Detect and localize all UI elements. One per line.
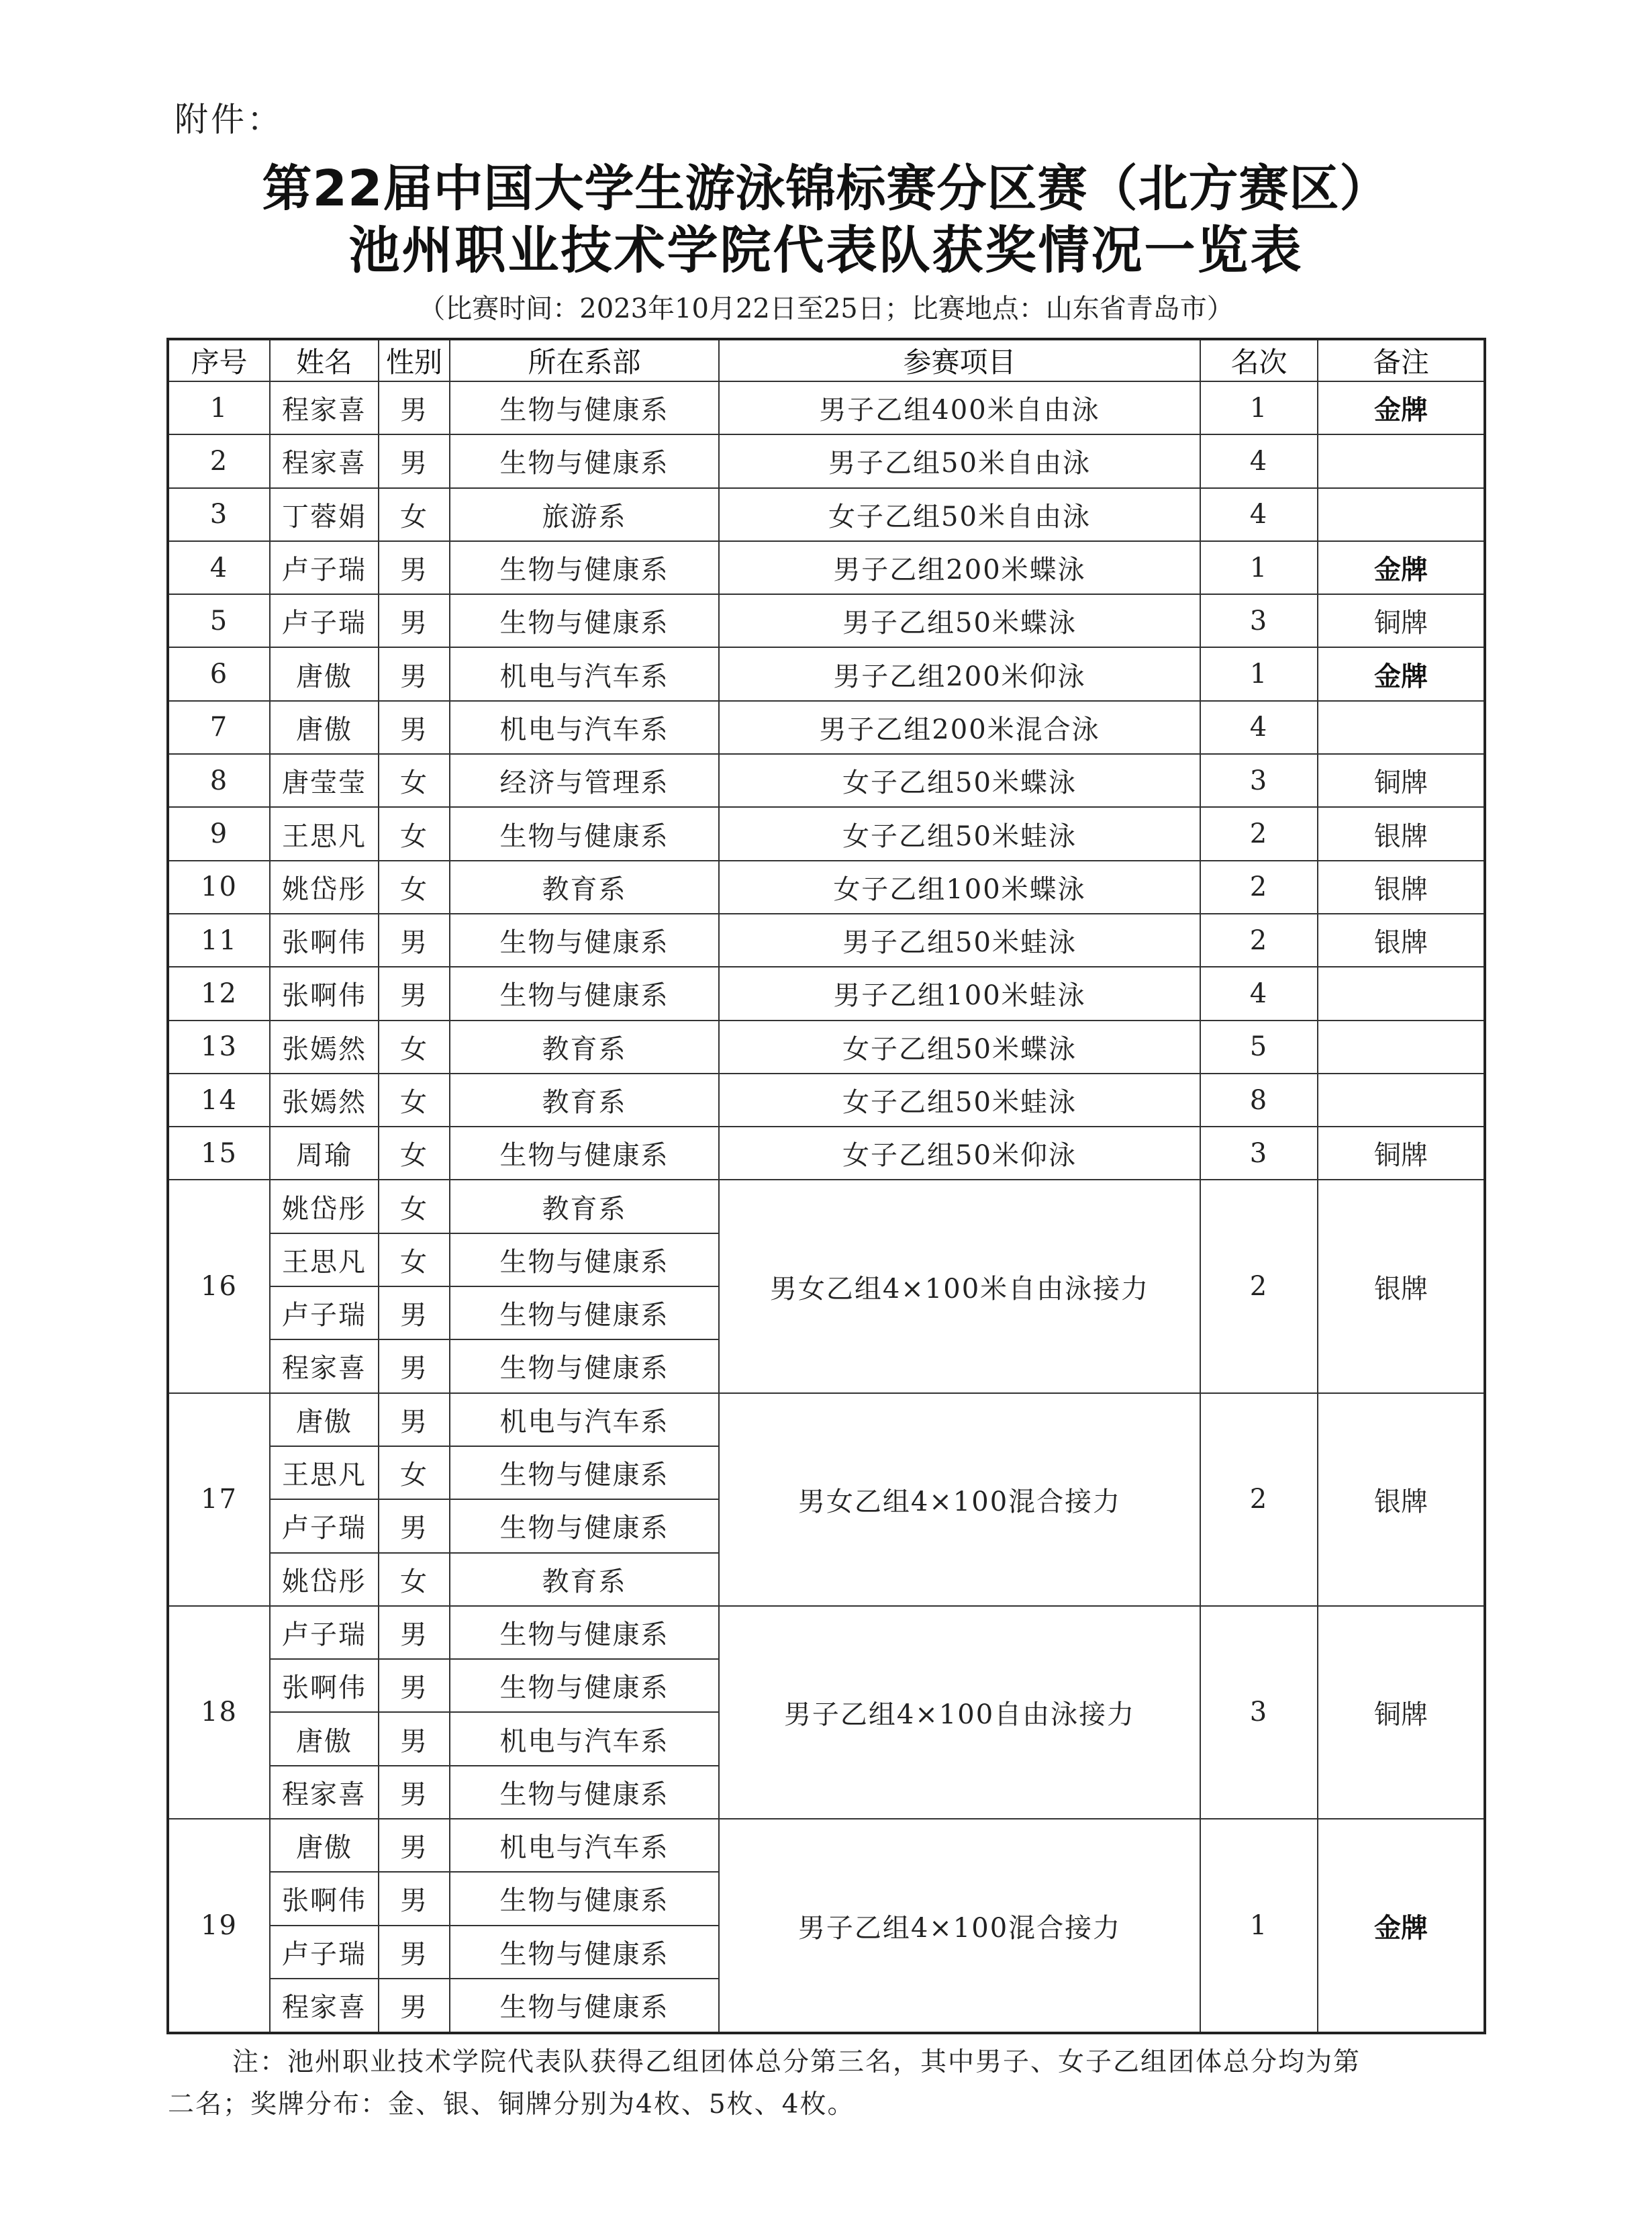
dept-cell: 教育系 bbox=[450, 861, 719, 914]
table-row bbox=[168, 647, 1485, 700]
seq-cell: 7 bbox=[168, 701, 270, 754]
dept-cell: 机电与汽车系 bbox=[450, 701, 719, 754]
gender-cell: 男 bbox=[379, 967, 450, 1020]
event-cell: 女子乙组50米自由泳 bbox=[719, 488, 1200, 541]
awards-table bbox=[166, 338, 1486, 2034]
note-cell bbox=[1318, 1021, 1485, 1074]
event-cell: 男子乙组50米蛙泳 bbox=[719, 914, 1200, 967]
table-row bbox=[168, 1819, 1485, 1872]
dept-cell: 生物与健康系 bbox=[450, 1446, 719, 1499]
table-row bbox=[168, 861, 1485, 914]
note-cell bbox=[1318, 701, 1485, 754]
awards-table-body bbox=[168, 381, 1485, 2033]
gender-cell: 男 bbox=[379, 1926, 450, 1979]
event-cell: 女子乙组50米蝶泳 bbox=[719, 754, 1200, 807]
rank-cell: 1 bbox=[1200, 647, 1318, 700]
dept-cell: 教育系 bbox=[450, 1553, 719, 1606]
note-cell: 金牌 bbox=[1318, 1819, 1485, 2033]
footnote bbox=[168, 2041, 1484, 2126]
footnote-line-2: 二名；奖牌分布：金、银、铜牌分别为4枚、5枚、4枚。 bbox=[168, 2089, 855, 2120]
document-title: 第22届中国大学生游泳锦标赛分区赛（北方赛区） bbox=[262, 160, 1390, 218]
table-row bbox=[168, 1393, 1485, 1446]
dept-cell: 生物与健康系 bbox=[450, 1766, 719, 1819]
dept-cell: 机电与汽车系 bbox=[450, 1712, 719, 1765]
name-cell: 张嫣然 bbox=[270, 1021, 379, 1074]
note-cell bbox=[1318, 1074, 1485, 1127]
gender-cell: 男 bbox=[379, 1339, 450, 1392]
rank-cell: 1 bbox=[1200, 541, 1318, 594]
rank-cell: 4 bbox=[1200, 434, 1318, 487]
gender-cell: 女 bbox=[379, 861, 450, 914]
rank-cell: 2 bbox=[1200, 1393, 1318, 1606]
gender-cell: 男 bbox=[379, 914, 450, 967]
table-row bbox=[168, 381, 1485, 434]
event-cell: 女子乙组50米蛙泳 bbox=[719, 807, 1200, 860]
gender-cell: 男 bbox=[379, 647, 450, 700]
name-cell: 姚岱彤 bbox=[270, 1553, 379, 1606]
footnote-line-1: 注：池州职业技术学院代表队获得乙组团体总分第三名，其中男子、女子乙组团体总分均为第 bbox=[232, 2047, 1361, 2077]
note-cell: 银牌 bbox=[1318, 1393, 1485, 1606]
rank-cell: 1 bbox=[1200, 1819, 1318, 2033]
name-cell: 张啊伟 bbox=[270, 967, 379, 1020]
name-cell: 唐莹莹 bbox=[270, 754, 379, 807]
seq-cell: 17 bbox=[168, 1393, 270, 1606]
event-cell: 男子乙组100米蛙泳 bbox=[719, 967, 1200, 1020]
seq-cell: 18 bbox=[168, 1606, 270, 1819]
dept-cell: 生物与健康系 bbox=[450, 381, 719, 434]
header-rank: 名次 bbox=[1200, 339, 1318, 381]
gender-cell: 男 bbox=[379, 1286, 450, 1339]
seq-cell: 1 bbox=[168, 381, 270, 434]
gender-cell: 男 bbox=[379, 701, 450, 754]
table-row bbox=[168, 1021, 1485, 1074]
rank-cell: 3 bbox=[1200, 1127, 1318, 1180]
dept-cell: 生物与健康系 bbox=[450, 807, 719, 860]
gender-cell: 男 bbox=[379, 1766, 450, 1819]
name-cell: 姚岱彤 bbox=[270, 1180, 379, 1233]
event-cell: 男子乙组400米自由泳 bbox=[719, 381, 1200, 434]
note-cell: 银牌 bbox=[1318, 914, 1485, 967]
table-row bbox=[168, 594, 1485, 647]
gender-cell: 女 bbox=[379, 488, 450, 541]
note-cell: 铜牌 bbox=[1318, 1127, 1485, 1180]
name-cell: 唐傲 bbox=[270, 1393, 379, 1446]
name-cell: 卢子瑞 bbox=[270, 1606, 379, 1659]
name-cell: 丁蓉娟 bbox=[270, 488, 379, 541]
note-cell: 银牌 bbox=[1318, 1180, 1485, 1392]
rank-cell: 3 bbox=[1200, 1606, 1318, 1819]
event-cell: 女子乙组50米蛙泳 bbox=[719, 1074, 1200, 1127]
seq-cell: 12 bbox=[168, 967, 270, 1020]
note-cell: 金牌 bbox=[1318, 647, 1485, 700]
name-cell: 卢子瑞 bbox=[270, 1286, 379, 1339]
header-dept: 所在系部 bbox=[450, 339, 719, 381]
seq-cell: 13 bbox=[168, 1021, 270, 1074]
table-row bbox=[168, 1606, 1485, 1659]
gender-cell: 女 bbox=[379, 1127, 450, 1180]
gender-cell: 女 bbox=[379, 1553, 450, 1606]
gender-cell: 女 bbox=[379, 1446, 450, 1499]
note-cell: 铜牌 bbox=[1318, 754, 1485, 807]
rank-cell: 1 bbox=[1200, 381, 1318, 434]
note-cell: 铜牌 bbox=[1318, 594, 1485, 647]
dept-cell: 生物与健康系 bbox=[450, 1286, 719, 1339]
rank-cell: 4 bbox=[1200, 967, 1318, 1020]
name-cell: 张啊伟 bbox=[270, 914, 379, 967]
dept-cell: 教育系 bbox=[450, 1074, 719, 1127]
name-cell: 程家喜 bbox=[270, 434, 379, 487]
seq-cell: 15 bbox=[168, 1127, 270, 1180]
dept-cell: 生物与健康系 bbox=[450, 1606, 719, 1659]
dept-cell: 生物与健康系 bbox=[450, 1127, 719, 1180]
dept-cell: 生物与健康系 bbox=[450, 1659, 719, 1712]
name-cell: 卢子瑞 bbox=[270, 594, 379, 647]
header-event: 参赛项目 bbox=[719, 339, 1200, 381]
rank-cell: 4 bbox=[1200, 488, 1318, 541]
table-row bbox=[168, 807, 1485, 860]
name-cell: 张啊伟 bbox=[270, 1659, 379, 1712]
name-cell: 张嫣然 bbox=[270, 1074, 379, 1127]
rank-cell: 4 bbox=[1200, 701, 1318, 754]
header-seq: 序号 bbox=[168, 339, 270, 381]
event-cell: 男子乙组4×100自由泳接力 bbox=[719, 1606, 1200, 1819]
dept-cell: 机电与汽车系 bbox=[450, 647, 719, 700]
name-cell: 程家喜 bbox=[270, 1979, 379, 2033]
name-cell: 程家喜 bbox=[270, 381, 379, 434]
gender-cell: 男 bbox=[379, 541, 450, 594]
table-row bbox=[168, 914, 1485, 967]
name-cell: 张啊伟 bbox=[270, 1872, 379, 1925]
dept-cell: 生物与健康系 bbox=[450, 1499, 719, 1552]
name-cell: 卢子瑞 bbox=[270, 1926, 379, 1979]
dept-cell: 机电与汽车系 bbox=[450, 1819, 719, 1872]
name-cell: 唐傲 bbox=[270, 1712, 379, 1765]
event-cell: 男女乙组4×100混合接力 bbox=[719, 1393, 1200, 1606]
seq-cell: 4 bbox=[168, 541, 270, 594]
name-cell: 王思凡 bbox=[270, 807, 379, 860]
table-row bbox=[168, 488, 1485, 541]
seq-cell: 19 bbox=[168, 1819, 270, 2033]
seq-cell: 11 bbox=[168, 914, 270, 967]
dept-cell: 生物与健康系 bbox=[450, 914, 719, 967]
seq-cell: 5 bbox=[168, 594, 270, 647]
name-cell: 程家喜 bbox=[270, 1766, 379, 1819]
note-cell: 铜牌 bbox=[1318, 1606, 1485, 1819]
dept-cell: 生物与健康系 bbox=[450, 1979, 719, 2033]
note-cell: 金牌 bbox=[1318, 381, 1485, 434]
gender-cell: 男 bbox=[379, 1606, 450, 1659]
gender-cell: 女 bbox=[379, 754, 450, 807]
name-cell: 唐傲 bbox=[270, 1819, 379, 1872]
seq-cell: 9 bbox=[168, 807, 270, 860]
gender-cell: 男 bbox=[379, 1659, 450, 1712]
name-cell: 卢子瑞 bbox=[270, 1499, 379, 1552]
dept-cell: 旅游系 bbox=[450, 488, 719, 541]
gender-cell: 男 bbox=[379, 1712, 450, 1765]
name-cell: 王思凡 bbox=[270, 1446, 379, 1499]
rank-cell: 8 bbox=[1200, 1074, 1318, 1127]
attachment-label: 附件： bbox=[175, 100, 283, 139]
table-row bbox=[168, 1127, 1485, 1180]
event-cell: 男子乙组50米自由泳 bbox=[719, 434, 1200, 487]
dept-cell: 生物与健康系 bbox=[450, 1339, 719, 1392]
table-row bbox=[168, 541, 1485, 594]
dept-cell: 生物与健康系 bbox=[450, 1233, 719, 1286]
name-cell: 王思凡 bbox=[270, 1233, 379, 1286]
competition-info: （比赛时间：2023年10月22日至25日；比赛地点：山东省青岛市） bbox=[418, 293, 1234, 324]
dept-cell: 经济与管理系 bbox=[450, 754, 719, 807]
name-cell: 周瑜 bbox=[270, 1127, 379, 1180]
gender-cell: 男 bbox=[379, 381, 450, 434]
seq-cell: 8 bbox=[168, 754, 270, 807]
event-cell: 男女乙组4×100米自由泳接力 bbox=[719, 1180, 1200, 1392]
gender-cell: 女 bbox=[379, 1074, 450, 1127]
note-cell: 银牌 bbox=[1318, 807, 1485, 860]
note-cell: 金牌 bbox=[1318, 541, 1485, 594]
dept-cell: 生物与健康系 bbox=[450, 1926, 719, 1979]
gender-cell: 男 bbox=[379, 434, 450, 487]
dept-cell: 生物与健康系 bbox=[450, 594, 719, 647]
seq-cell: 14 bbox=[168, 1074, 270, 1127]
table-row bbox=[168, 434, 1485, 487]
gender-cell: 男 bbox=[379, 1499, 450, 1552]
dept-cell: 生物与健康系 bbox=[450, 434, 719, 487]
seq-cell: 10 bbox=[168, 861, 270, 914]
gender-cell: 男 bbox=[379, 1393, 450, 1446]
gender-cell: 女 bbox=[379, 1180, 450, 1233]
gender-cell: 女 bbox=[379, 1021, 450, 1074]
header-name: 姓名 bbox=[270, 339, 379, 381]
rank-cell: 2 bbox=[1200, 1180, 1318, 1392]
gender-cell: 男 bbox=[379, 1979, 450, 2033]
dept-cell: 教育系 bbox=[450, 1021, 719, 1074]
note-cell bbox=[1318, 434, 1485, 487]
dept-cell: 机电与汽车系 bbox=[450, 1393, 719, 1446]
rank-cell: 2 bbox=[1200, 914, 1318, 967]
dept-cell: 生物与健康系 bbox=[450, 1872, 719, 1925]
rank-cell: 2 bbox=[1200, 861, 1318, 914]
event-cell: 男子乙组200米仰泳 bbox=[719, 647, 1200, 700]
table-row bbox=[168, 701, 1485, 754]
header-gender: 性别 bbox=[379, 339, 450, 381]
name-cell: 唐傲 bbox=[270, 701, 379, 754]
event-cell: 男子乙组50米蝶泳 bbox=[719, 594, 1200, 647]
seq-cell: 6 bbox=[168, 647, 270, 700]
dept-cell: 生物与健康系 bbox=[450, 967, 719, 1020]
gender-cell: 女 bbox=[379, 1233, 450, 1286]
gender-cell: 男 bbox=[379, 1872, 450, 1925]
note-cell bbox=[1318, 488, 1485, 541]
rank-cell: 2 bbox=[1200, 807, 1318, 860]
name-cell: 卢子瑞 bbox=[270, 541, 379, 594]
event-cell: 男子乙组200米混合泳 bbox=[719, 701, 1200, 754]
gender-cell: 男 bbox=[379, 1819, 450, 1872]
event-cell: 女子乙组50米蝶泳 bbox=[719, 1021, 1200, 1074]
header-note: 备注 bbox=[1318, 339, 1485, 381]
name-cell: 唐傲 bbox=[270, 647, 379, 700]
gender-cell: 男 bbox=[379, 594, 450, 647]
dept-cell: 教育系 bbox=[450, 1180, 719, 1233]
seq-cell: 3 bbox=[168, 488, 270, 541]
table-header-row bbox=[168, 339, 1485, 381]
event-cell: 男子乙组4×100混合接力 bbox=[719, 1819, 1200, 2033]
dept-cell: 生物与健康系 bbox=[450, 541, 719, 594]
table-row bbox=[168, 967, 1485, 1020]
table-row bbox=[168, 1180, 1485, 1233]
document-subtitle-title: 池州职业技术学院代表队获奖情况一览表 bbox=[348, 220, 1304, 280]
name-cell: 姚岱彤 bbox=[270, 861, 379, 914]
event-cell: 女子乙组50米仰泳 bbox=[719, 1127, 1200, 1180]
table-row bbox=[168, 754, 1485, 807]
name-cell: 程家喜 bbox=[270, 1339, 379, 1392]
rank-cell: 5 bbox=[1200, 1021, 1318, 1074]
event-cell: 男子乙组200米蝶泳 bbox=[719, 541, 1200, 594]
seq-cell: 2 bbox=[168, 434, 270, 487]
note-cell bbox=[1318, 967, 1485, 1020]
table-row bbox=[168, 1074, 1485, 1127]
event-cell: 女子乙组100米蝶泳 bbox=[719, 861, 1200, 914]
note-cell: 银牌 bbox=[1318, 861, 1485, 914]
rank-cell: 3 bbox=[1200, 594, 1318, 647]
rank-cell: 3 bbox=[1200, 754, 1318, 807]
gender-cell: 女 bbox=[379, 807, 450, 860]
seq-cell: 16 bbox=[168, 1180, 270, 1392]
